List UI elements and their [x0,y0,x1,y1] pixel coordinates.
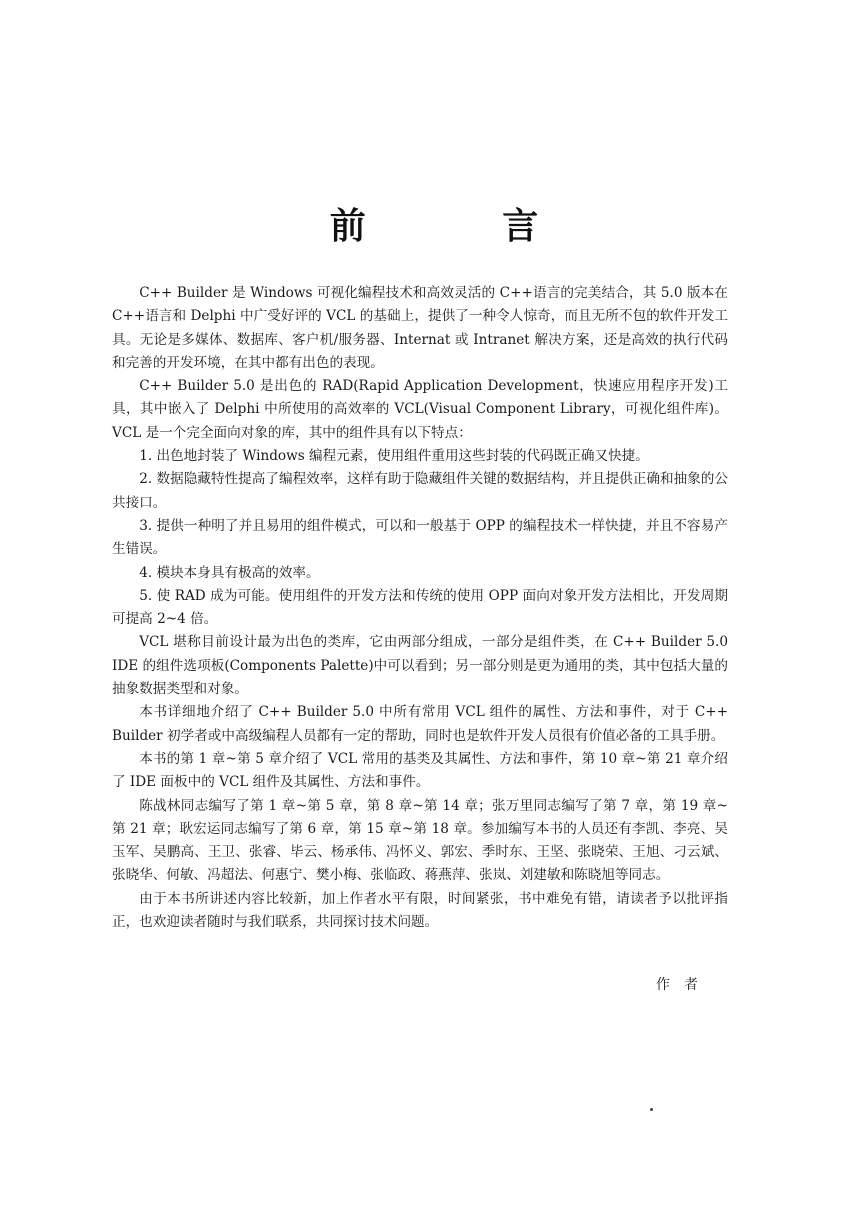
scan-speck [650,1108,653,1111]
list-item: 2. 数据隐藏特性提高了编程效率，这样有助于隐藏组件关键的数据结构，并且提供正确和抽象的公共接口。 [112,471,728,511]
author-signature: 作者 [656,977,712,993]
paragraph: C++ Builder 5.0 是出色的 RAD(Rapid Application Development，快速应用程序开发)工具，其中嵌入了 Delphi 中所使用的高效率的 VCL(Visual Component Library，可视化组件库)。VCL 是一个完全面向对象的库，其中的组件具有以下特点： [112,378,728,441]
paragraph: 本书的第 1 章~第 5 章介绍了 VCL 常用的基类及其属性、方法和事件，第 10 章~第 21 章介绍了 IDE 面板中的 VCL 组件及其属性、方法和事件。 [112,750,728,791]
paragraph: 由于本书所讲述内容比较新，加上作者水平有限，时间紧张，书中难免有错，请读者予以批评指正，也欢迎读者随时与我们联系，共同探讨技术问题。 [112,890,728,931]
paragraph: 陈战林同志编写了第 1 章~第 5 章，第 8 章~第 14 章；张万里同志编写了第 7 章，第 19 章~第 21 章；耿宏运同志编写了第 6 章，第 15 章~第 18 章。参加编写本书的人员还有李凯、李亮、吴玉军、吴鹏高、王卫、张睿、毕云、杨承伟、冯怀义、郭宏、季时东、王坚、张晓荣、王旭、刁云斌、张晓华、何敏、冯超法、何惠宁、樊小梅、张临政、蒋燕萍、张岚、刘建敏和陈晓旭等同志。 [112,797,728,884]
paragraph: 本书详细地介绍了 C++ Builder 5.0 中所有常用 VCL 组件的属性、方法和事件，对于 C++ Builder 初学者或中高级编程人员都有一定的帮助，同时也是软件开发人员很有价值必备的工具手册。 [112,704,728,744]
paragraph: C++ Builder 是 Windows 可视化编程技术和高效灵活的 C++语言的完美结合，其 5.0 版本在 C++语言和 Delphi 中广受好评的 VCL 的基础上，提供了一种令人惊奇，而且无所不包的软件开发工具。无论是多媒体、数据库、客户机/服务器、Internat 或 Intranet 解决方案，还是高效的执行代码和完善的开发环境，在其中都有出色的表现。 [112,285,728,371]
list-item: 1. 出色地封装了 Windows 编程元素，使用组件重用这些封装的代码既正确又快捷。 [139,448,649,465]
list-item: 3. 提供一种明了并且易用的组件模式，可以和一般基于 OPP 的编程技术一样快捷，并且不容易产生错误。 [112,517,728,558]
page-title: 前 言 [329,206,601,247]
paragraph: VCL 堪称目前设计最为出色的类库，它由两部分组成，一部分是组件类，在 C++ Builder 5.0 IDE 的组件选项板(Components Palette)中可以看到；另一部分则是更为通用的类，其中包括大量的抽象数据类型和对象。 [112,634,728,698]
preface-body [112,282,728,934]
list-item: 5. 使 RAD 成为可能。使用组件的开发方法和传统的使用 OPP 面向对象开发方法相比，开发周期可提高 2~4 倍。 [112,587,728,628]
list-item: 4. 模块本身具有极高的效率。 [139,564,320,581]
